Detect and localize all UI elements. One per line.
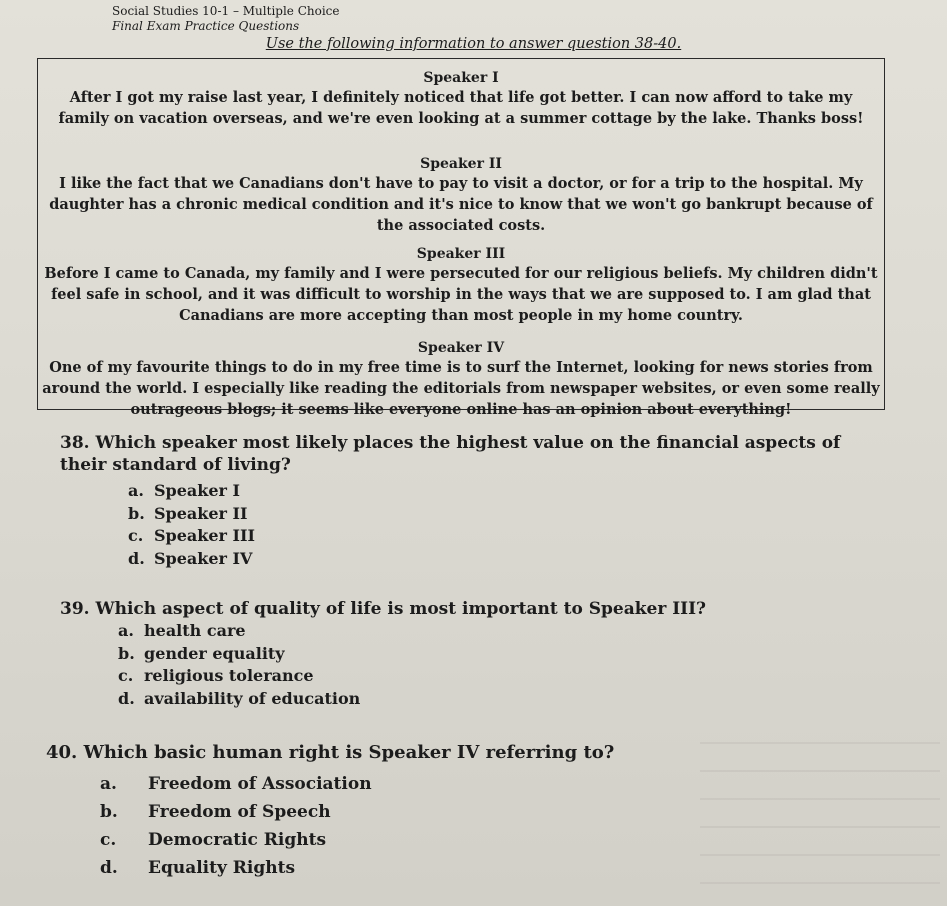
- option-letter: c.: [100, 830, 117, 850]
- question-text: Which aspect of quality of life is most important to Speaker III?: [95, 599, 707, 619]
- course-title: Social Studies 10-1 – Multiple Choice: [112, 4, 340, 18]
- option-text: Speaker I: [154, 481, 241, 500]
- question-number: 40.: [46, 742, 78, 763]
- show-through-texture: [700, 716, 940, 906]
- option-letter: c.: [118, 666, 134, 685]
- question-number: 39.: [60, 599, 90, 619]
- speaker-text: Before I came to Canada, my family and I were persecuted for our religious beliefs. My children didn't feel safe in school, and it was difficult to worship in the ways that we are supposed to. I am glad that Canadians are more accepting than most people in my home country.: [44, 265, 878, 324]
- option-c[interactable]: [100, 826, 372, 854]
- speaker-name: Speaker II: [420, 156, 502, 172]
- option-b[interactable]: [118, 643, 360, 666]
- option-text: Speaker II: [154, 503, 248, 523]
- option-letter: a.: [128, 481, 144, 500]
- speaker-name: Speaker III: [416, 246, 506, 262]
- speaker-block: [38, 245, 884, 326]
- option-letter: b.: [118, 643, 135, 663]
- question-text: Which basic human right is Speaker IV referring to?: [83, 742, 615, 763]
- question-39: [60, 598, 900, 620]
- option-text: Freedom of Association: [148, 774, 372, 794]
- option-d[interactable]: [100, 854, 372, 882]
- option-text: religious tolerance: [144, 666, 314, 685]
- option-text: gender equality: [144, 643, 285, 663]
- option-text: Freedom of Speech: [148, 802, 331, 822]
- option-c[interactable]: [118, 665, 360, 688]
- option-text: Democratic Rights: [148, 830, 327, 850]
- option-text: Speaker III: [154, 526, 256, 545]
- option-a[interactable]: [118, 620, 360, 643]
- option-letter: a.: [100, 774, 117, 794]
- option-text: Equality Rights: [148, 858, 296, 878]
- option-text: Speaker IV: [154, 548, 253, 568]
- question-38: [60, 432, 890, 476]
- option-letter: a.: [118, 621, 134, 640]
- option-text: health care: [144, 621, 246, 640]
- page-header: [112, 4, 340, 34]
- option-letter: c.: [128, 526, 144, 545]
- speaker-block: [38, 69, 884, 129]
- option-b[interactable]: [128, 503, 255, 526]
- speaker-text: After I got my raise last year, I definitely noticed that life got better. I can now afford to take my family on vacation overseas, and we're even looking at a summer cottage by the lake. Thanks boss!: [58, 89, 864, 127]
- option-a[interactable]: [100, 770, 372, 798]
- speaker-text: One of my favourite things to do in my free time is to surf the Internet, looking for news stories from around the world. I especially like reading the editorials from newspaper websites, or even some really outrageous blogs; it seems like everyone online has an opinion about everything!: [42, 359, 880, 418]
- speaker-name: Speaker I: [423, 70, 499, 86]
- options-40: [100, 770, 372, 882]
- option-a[interactable]: [128, 480, 255, 503]
- option-text: availability of education: [144, 688, 361, 708]
- option-letter: d.: [100, 858, 118, 878]
- option-b[interactable]: [100, 798, 372, 826]
- speaker-name: Speaker IV: [417, 340, 505, 356]
- options-38: [128, 480, 255, 570]
- option-letter: b.: [100, 802, 118, 822]
- option-letter: d.: [118, 688, 135, 708]
- speaker-block: [38, 155, 884, 236]
- exam-title: Final Exam Practice Questions: [112, 19, 300, 33]
- option-letter: b.: [128, 503, 145, 523]
- question-text: Which speaker most likely places the highest value on the financial aspects of their standard of living?: [60, 433, 841, 475]
- speakers-box: [37, 58, 885, 418]
- instructions: Use the following information to answer question 38-40.: [265, 36, 682, 52]
- option-c[interactable]: [128, 525, 255, 548]
- options-39: [118, 620, 360, 710]
- option-d[interactable]: [128, 548, 255, 571]
- question-number: 38.: [60, 433, 90, 453]
- speaker-block: [38, 339, 884, 420]
- speaker-text: I like the fact that we Canadians don't have to pay to visit a doctor, or for a trip to the hospital. My daughter has a chronic medical condition and it's nice to know that we won't go bankrupt because of the associated costs.: [49, 175, 873, 234]
- option-d[interactable]: [118, 688, 360, 711]
- option-letter: d.: [128, 548, 145, 568]
